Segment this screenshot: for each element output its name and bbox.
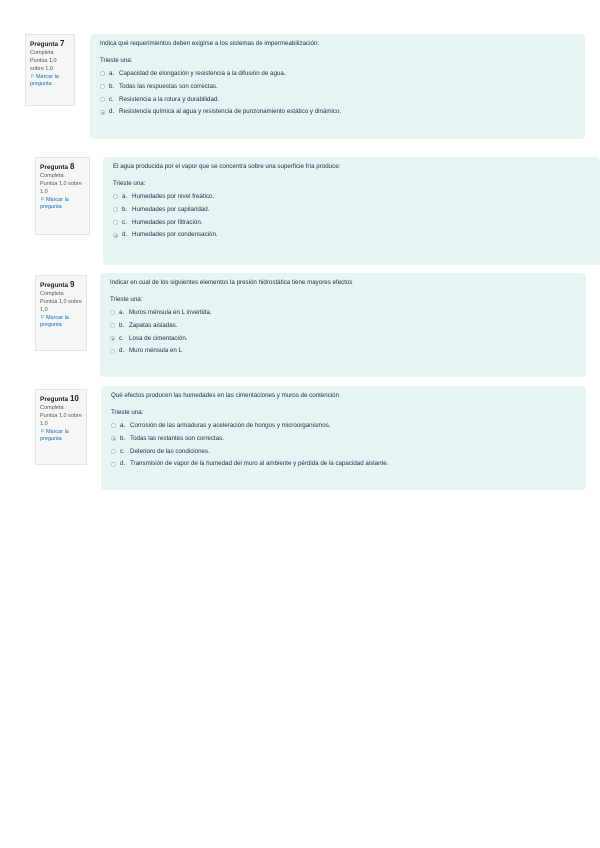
question-status: Completa	[40, 290, 64, 297]
question-number: 10	[69, 394, 79, 403]
question-title: Pregunta 8	[40, 162, 75, 171]
answer-prompt: Trieste una:	[111, 408, 144, 416]
option-letter: d.	[119, 347, 125, 355]
radio-button-selected[interactable]	[110, 336, 115, 341]
question-text: El agua producida por el vapor que se concentra sobre una superficie fría produce:	[113, 163, 341, 170]
radio-button-selected[interactable]	[100, 110, 105, 115]
question-number: 7	[59, 39, 65, 48]
flag-question-link[interactable]: ⚐Marcar la pregunta	[30, 73, 59, 88]
radio-button[interactable]	[111, 462, 116, 467]
option-text: Muros ménsula en L invertida.	[129, 309, 212, 317]
option-letter: a.	[122, 193, 128, 201]
question-info-panel	[25, 34, 75, 106]
question-text: Indicar en cual de los siguientes elementos la presión hidrostática tiene mayores efectos	[110, 279, 353, 286]
answer-prompt: Trieste una:	[100, 56, 133, 64]
answer-option-d[interactable]	[100, 106, 575, 119]
option-text: Deterioro de las condiciones.	[130, 447, 210, 455]
radio-button[interactable]	[111, 423, 116, 428]
option-text: Todas las restantes son correctas.	[130, 434, 224, 442]
option-letter: a.	[119, 309, 125, 317]
answer-option-d[interactable]	[113, 229, 590, 242]
option-letter: c.	[120, 447, 125, 455]
option-text: Humedades por nivel freático.	[132, 193, 215, 201]
answer-option-d[interactable]	[110, 345, 576, 358]
question-content	[103, 157, 600, 265]
question-info-panel	[35, 389, 87, 465]
option-text: Zapatas aisladas.	[129, 321, 178, 329]
answer-option-a[interactable]	[111, 420, 576, 433]
option-text: Todas las respuestas son correctas.	[119, 82, 218, 90]
option-letter: d.	[120, 460, 126, 468]
option-letter: b.	[119, 321, 125, 329]
radio-button-selected[interactable]	[113, 233, 118, 238]
question-title: Pregunta 10	[40, 394, 79, 403]
answer-option-a[interactable]	[113, 191, 590, 204]
option-text: Losa de cimentación.	[129, 334, 188, 342]
question-info-panel	[35, 275, 87, 351]
answer-option-a[interactable]	[100, 68, 575, 81]
answer-option-a[interactable]	[110, 307, 576, 320]
radio-button[interactable]	[110, 349, 115, 354]
option-letter: d.	[109, 108, 115, 116]
flag-question-link[interactable]: ⚐Marcar la pregunta	[40, 196, 69, 211]
option-letter: b.	[109, 82, 115, 90]
option-text: Humedades por capilaridad.	[132, 205, 210, 213]
question-info-panel	[35, 157, 90, 235]
option-letter: c.	[119, 334, 124, 342]
radio-button[interactable]	[110, 323, 115, 328]
option-text: Corrosión de las armaduras y aceleración de hongos y microorganismos.	[130, 422, 331, 430]
question-score: Puntúa 1,0 sobre 1,0	[30, 57, 57, 72]
answer-option-c[interactable]	[110, 332, 576, 345]
question-text: Indica qué requerimientos deben exigirse a los sistemas de impermeabilización:	[100, 40, 320, 47]
flag-question-link[interactable]: ⚐Marcar la pregunta	[40, 314, 69, 329]
answer-option-c[interactable]	[111, 445, 576, 458]
question-status: Completa	[40, 404, 64, 411]
question-content	[90, 34, 585, 139]
question-status: Completa	[30, 49, 54, 56]
radio-button[interactable]	[110, 310, 115, 315]
option-text: Humedades por filtración.	[132, 218, 203, 226]
answer-option-b[interactable]	[111, 432, 576, 445]
option-letter: b.	[120, 434, 126, 442]
radio-button[interactable]	[113, 207, 118, 212]
option-letter: c.	[122, 218, 127, 226]
radio-button[interactable]	[100, 71, 105, 76]
radio-button-selected[interactable]	[111, 436, 116, 441]
question-status: Completa	[40, 172, 64, 179]
option-text: Resistencia a la rotura y durabilidad.	[119, 95, 220, 103]
answer-option-c[interactable]	[100, 93, 575, 106]
flag-question-link[interactable]: ⚐Marcar la pregunta	[40, 428, 69, 443]
radio-button[interactable]	[113, 194, 118, 199]
flag-icon: ⚐	[30, 73, 35, 80]
option-letter: b.	[122, 205, 128, 213]
answer-option-b[interactable]	[113, 203, 590, 216]
option-text: Muro ménsula en L	[129, 347, 182, 355]
flag-icon: ⚐	[40, 196, 45, 203]
radio-button[interactable]	[113, 220, 118, 225]
radio-button[interactable]	[100, 84, 105, 89]
flag-icon: ⚐	[40, 314, 45, 321]
answer-prompt: Trieste una:	[113, 179, 146, 187]
option-letter: a.	[120, 422, 126, 430]
radio-button[interactable]	[111, 449, 116, 454]
option-text: Resistencia química al agua y resistencia de punzonamiento estático y dinámico.	[119, 108, 342, 116]
question-content	[101, 386, 586, 490]
question-content	[100, 273, 586, 377]
question-score: Puntúa 1,0 sobre 1,0	[40, 180, 82, 195]
answer-prompt: Trieste una:	[110, 295, 143, 303]
question-number: 8	[69, 162, 75, 171]
question-score: Puntúa 1,0 sobre 1,0	[40, 298, 82, 313]
question-title: Pregunta 7	[30, 39, 65, 48]
question-text: Qué efectos producen las humedades en las cimentaciones y muros de contención	[111, 392, 340, 399]
answer-option-c[interactable]	[113, 216, 590, 229]
answer-option-d[interactable]	[111, 458, 576, 471]
option-text: Humedades por condensación.	[132, 231, 218, 239]
question-score: Puntúa 1,0 sobre 1,0	[40, 412, 82, 427]
answer-option-b[interactable]	[110, 319, 576, 332]
flag-icon: ⚐	[40, 428, 45, 435]
option-letter: c.	[109, 95, 114, 103]
answer-option-b[interactable]	[100, 80, 575, 93]
question-number: 9	[69, 280, 75, 289]
option-text: Transmisión de vapor de la humedad del muro al ambiente y pérdida de la capacidad aislante.	[130, 460, 389, 468]
question-title: Pregunta 9	[40, 280, 75, 289]
radio-button[interactable]	[100, 97, 105, 102]
option-text: Capacidad de elongación y resistencia a la difusión de agua.	[119, 70, 286, 78]
option-letter: d.	[122, 231, 128, 239]
option-letter: a.	[109, 70, 115, 78]
